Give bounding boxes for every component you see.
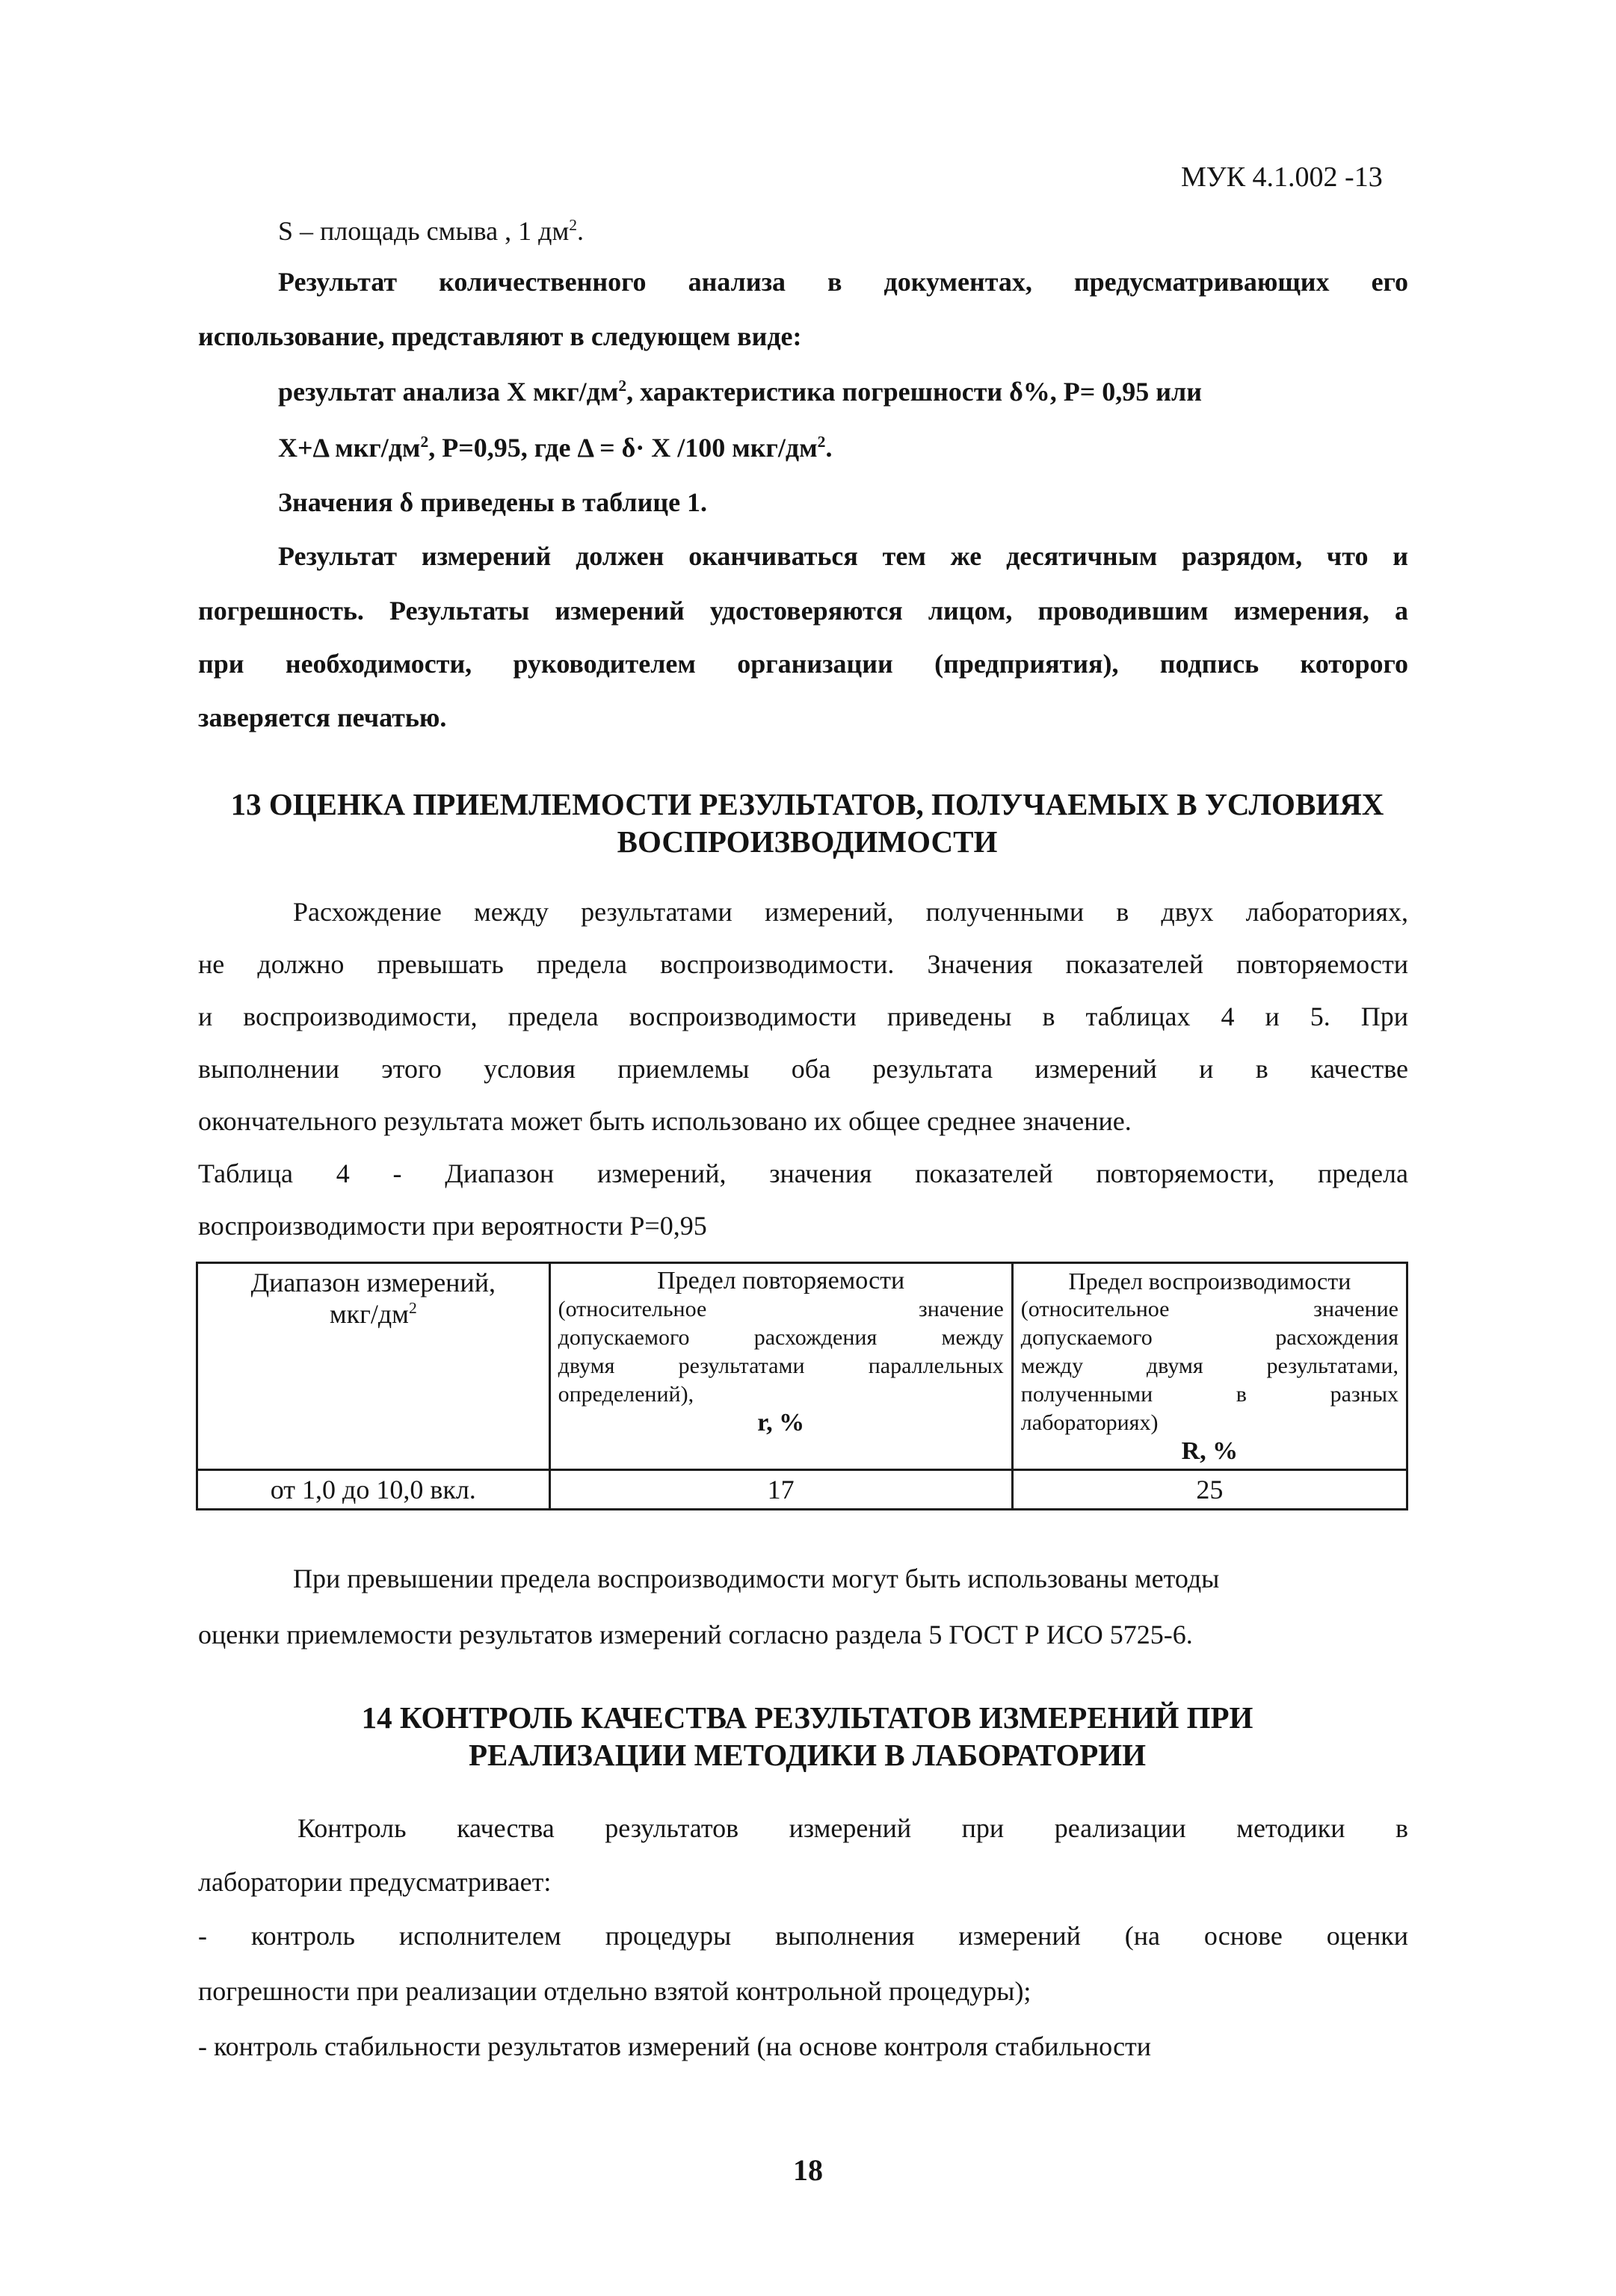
intro-p2-line4: заверяется печатью. [198, 703, 447, 732]
table-header-range [197, 1263, 550, 1470]
reproducibility-value: 25 [1012, 1470, 1407, 1510]
repeatability-desc-1: (относительное значение [558, 1297, 1004, 1321]
formula-2-b: , P=0,95, где Δ = δ· X /100 мкг/дм [428, 433, 818, 463]
intro-p2-line1: Результат измерений должен оканчиваться тем же десятичным разрядом, что и [278, 541, 1408, 571]
section-13-heading-line1: 13 ОЦЕНКА ПРИЕМЛЕМОСТИ РЕЗУЛЬТАТОВ, ПОЛУЧАЕМЫХ В УСЛОВИЯХ [230, 787, 1384, 821]
section-13-p-line1: Расхождение между результатами измерений, полученными в двух лабораториях, [293, 897, 1408, 927]
section-14-bullet1-line1: - контроль исполнителем процедуры выполнения измерений (на основе оценки [198, 1921, 1408, 1951]
table-4-caption-line2: воспроизводимости при вероятности P=0,95 [198, 1211, 707, 1241]
formula-1 [278, 375, 1202, 408]
section-13-p-line2: не должно превышать предела воспроизводимости. Значения показателей повторяемости [198, 949, 1408, 979]
s-definition [278, 215, 584, 247]
reproducibility-symbol: R, % [1181, 1437, 1239, 1465]
formula-1-a: результат анализа X мкг/дм [278, 377, 619, 407]
s-definition-sup: 2 [569, 216, 578, 234]
table-row [197, 1470, 1407, 1510]
formula-1-b: , характеристика погрешности δ%, P= 0,95 или [626, 377, 1202, 407]
reproducibility-desc-5: лабораториях) [1020, 1410, 1159, 1435]
table-header-repeatability [549, 1263, 1012, 1470]
table-header-reproducibility [1012, 1263, 1407, 1470]
s-definition-text: S – площадь смыва , 1 дм [278, 216, 570, 246]
repeatability-symbol: r, % [757, 1409, 805, 1436]
formula-2 [278, 431, 832, 464]
reproducibility-title: Предел воспроизводимости [1068, 1268, 1351, 1294]
range-header-line1: Диапазон измерений, [250, 1268, 496, 1297]
formula-2-a: X+Δ мкг/дм [278, 433, 421, 463]
reproducibility-desc-3: между двумя результатами, [1020, 1354, 1398, 1378]
section-13-heading-line2: ВОСПРОИЗВОДИМОСТИ [617, 824, 998, 859]
page-number: 18 [793, 2153, 823, 2187]
reproducibility-desc-1: (относительное значение [1020, 1297, 1398, 1321]
repeatability-desc-2: допускаемого расхождения между [558, 1325, 1004, 1350]
section-13-p-line5: окончательного результата может быть использовано их общее среднее значение. [198, 1106, 1132, 1136]
section-13-p-line3: и воспроизводимости, предела воспроизводимости приведены в таблицах 4 и 5. При [198, 1002, 1408, 1031]
after-table-line2: оценки приемлемости результатов измерений согласно раздела 5 ГОСТ Р ИСО 5725-6. [198, 1620, 1193, 1650]
section-13-p-line4: выполнении этого условия приемлемы оба результата измерений и в качестве [198, 1054, 1408, 1084]
s-definition-end: . [577, 216, 585, 246]
intro-p2-line2: погрешность. Результаты измерений удостоверяются лицом, проводившим измерения, а [198, 596, 1408, 626]
after-table-line1: При превышении предела воспроизводимости могут быть использованы методы [293, 1564, 1220, 1593]
formula-1-sup: 2 [618, 377, 627, 395]
reproducibility-desc-2: допускаемого расхождения [1020, 1325, 1398, 1350]
table-4-caption-line1: Таблица 4 - Диапазон измерений, значения показателей повторяемости, предела [198, 1158, 1408, 1188]
section-14-p-line1: Контроль качества результатов измерений при реализации методики в [297, 1813, 1408, 1843]
range-header-line2 [206, 1298, 541, 1330]
formula-2-sup: 2 [420, 433, 429, 451]
document-code: МУК 4.1.002 -13 [1181, 161, 1383, 193]
section-14-p-line2: лаборатории предусматривает: [198, 1867, 552, 1897]
range-cell: от 1,0 до 10,0 вкл. [197, 1470, 550, 1510]
intro-p2-line3: при необходимости, руководителем организации (предприятия), подпись которого [198, 649, 1408, 679]
formula-2-c: . [825, 433, 833, 463]
repeatability-desc-3: двумя результатами параллельных [558, 1354, 1004, 1378]
section-14-heading-line1: 14 КОНТРОЛЬ КАЧЕСТВА РЕЗУЛЬТАТОВ ИЗМЕРЕНИЙ ПРИ [361, 1700, 1253, 1735]
section-14-heading-line2: РЕАЛИЗАЦИИ МЕТОДИКИ В ЛАБОРАТОРИИ [468, 1738, 1147, 1772]
repeatability-value: 17 [549, 1470, 1012, 1510]
section-14-bullet2-line1: - контроль стабильности результатов измерений (на основе контроля стабильности [198, 2031, 1152, 2061]
table-header-row [197, 1263, 1407, 1470]
reproducibility-desc-4: полученными в разных [1020, 1382, 1398, 1407]
section-14-bullet1-line2: погрешности при реализации отдельно взятой контрольной процедуры); [198, 1976, 1031, 2006]
intro-p1-line1: Результат количественного анализа в документах, предусматривающих его [278, 267, 1408, 297]
delta-note: Значения δ приведены в таблице 1. [278, 487, 708, 517]
formula-2-sup2: 2 [817, 433, 826, 451]
range-header-unit: мкг/дм [329, 1299, 409, 1329]
table-4 [196, 1262, 1408, 1510]
repeatability-title: Предел повторяемости [657, 1267, 905, 1294]
range-header-sup: 2 [408, 1299, 417, 1317]
repeatability-desc-4: определений), [558, 1382, 694, 1407]
intro-p1-line2: использование, представляют в следующем виде: [198, 321, 802, 351]
